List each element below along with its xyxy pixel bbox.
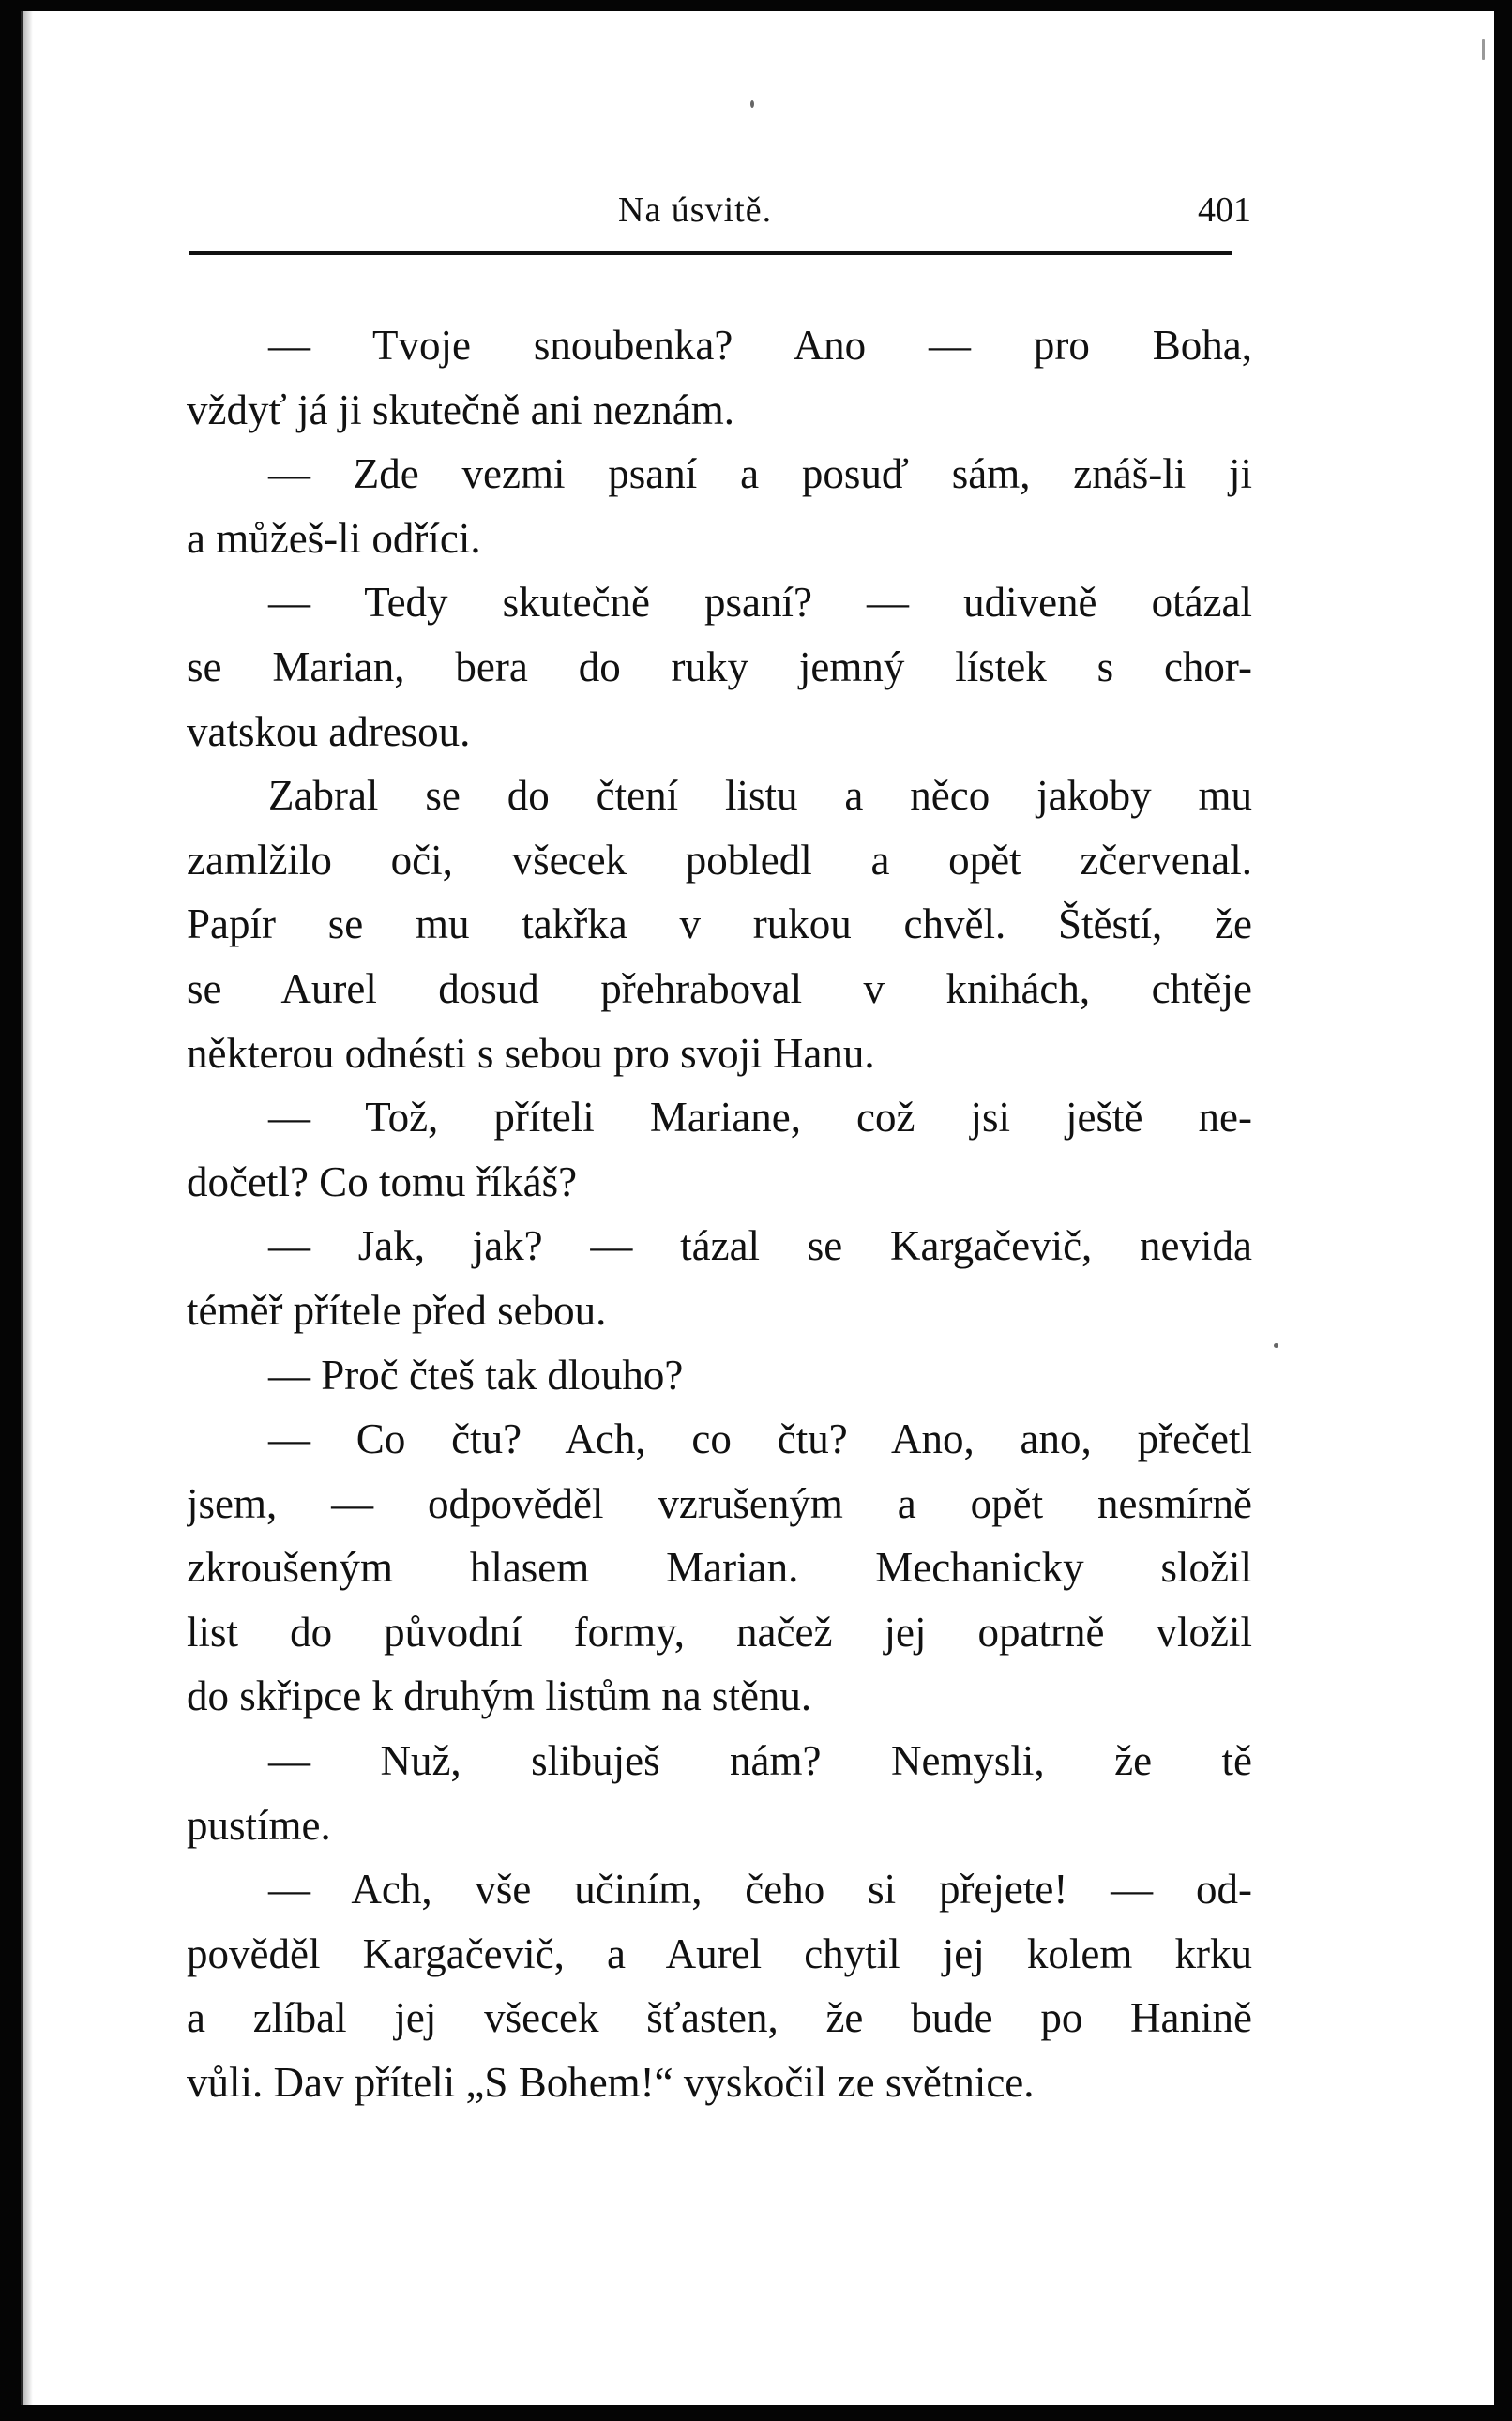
text-line: jsem, — odpověděl vzrušeným a opět nesmírně bbox=[187, 1479, 1252, 1527]
text-line: list do původní formy, načež jej opatrně vložil bbox=[187, 1608, 1252, 1656]
text-line: Papír se mu takřka v rukou chvěl. Štěstí, že bbox=[187, 900, 1252, 948]
page-number: 401 bbox=[1198, 190, 1251, 230]
text-line: vždyť já ji skutečně ani neznám. bbox=[187, 386, 735, 433]
text-line: zkroušeným hlasem Marian. Mechanicky složil bbox=[187, 1544, 1252, 1592]
text-line: a můžeš-li odříci. bbox=[187, 514, 481, 562]
text-line: — Jak, jak? — tázal se Kargačevič, nevida bbox=[268, 1222, 1252, 1270]
running-title: Na úsvitě. bbox=[618, 190, 773, 230]
text-line: Zabral se do čtení listu a něco jakoby mu bbox=[268, 772, 1252, 820]
text-line: pověděl Kargačevič, a Aurel chytil jej kolem krku bbox=[187, 1929, 1252, 1977]
text-line: — Ach, vše učiním, čeho si přejete! — od- bbox=[268, 1866, 1252, 1914]
text-line: do skřipce k druhým listům na stěnu. bbox=[187, 1672, 812, 1720]
text-line: téměř přítele před sebou. bbox=[187, 1286, 607, 1334]
text-line: některou odnésti s sebou pro svoji Hanu. bbox=[187, 1029, 875, 1077]
paper-speck bbox=[1274, 1343, 1278, 1348]
text-line: — Tvoje snoubenka? Ano — pro Boha, bbox=[268, 322, 1252, 369]
text-line: — Proč čteš tak dlouho? bbox=[268, 1351, 684, 1399]
running-header bbox=[185, 189, 1251, 233]
text-line: se Marian, bera do ruky jemný lístek s chor- bbox=[187, 643, 1252, 690]
header-rule bbox=[189, 251, 1232, 255]
text-line: — Tedy skutečně psaní? — udiveně otázal bbox=[268, 579, 1252, 627]
text-line: dočetl? Co tomu říkáš? bbox=[187, 1158, 578, 1205]
paper-speck bbox=[1482, 39, 1485, 60]
paper-speck bbox=[750, 100, 754, 108]
text-line: zamlžilo oči, všecek pobledl a opět zčervenal. bbox=[187, 836, 1252, 884]
text-line: pustíme. bbox=[187, 1801, 331, 1849]
text-line: se Aurel dosud přehraboval v knihách, chtěje bbox=[187, 964, 1252, 1012]
book-page bbox=[21, 11, 1494, 2405]
binding-shadow bbox=[23, 11, 33, 2405]
text-line: vůli. Dav příteli „S Bohem!“ vyskočil ze světnice. bbox=[187, 2059, 1035, 2107]
text-line: — Nuž, slibuješ nám? Nemysli, že tě bbox=[268, 1737, 1252, 1785]
body-text bbox=[187, 313, 1252, 2115]
text-line: — Zde vezmi psaní a posuď sám, znáš-li ji bbox=[268, 450, 1252, 498]
text-line: vatskou adresou. bbox=[187, 707, 471, 755]
text-line: — Co čtu? Ach, co čtu? Ano, ano, přečetl bbox=[268, 1415, 1252, 1463]
text-line: a zlíbal jej všecek šťasten, že bude po Hanině bbox=[187, 1994, 1252, 2042]
text-line: — Tož, příteli Mariane, což jsi ještě ne- bbox=[268, 1094, 1252, 1142]
